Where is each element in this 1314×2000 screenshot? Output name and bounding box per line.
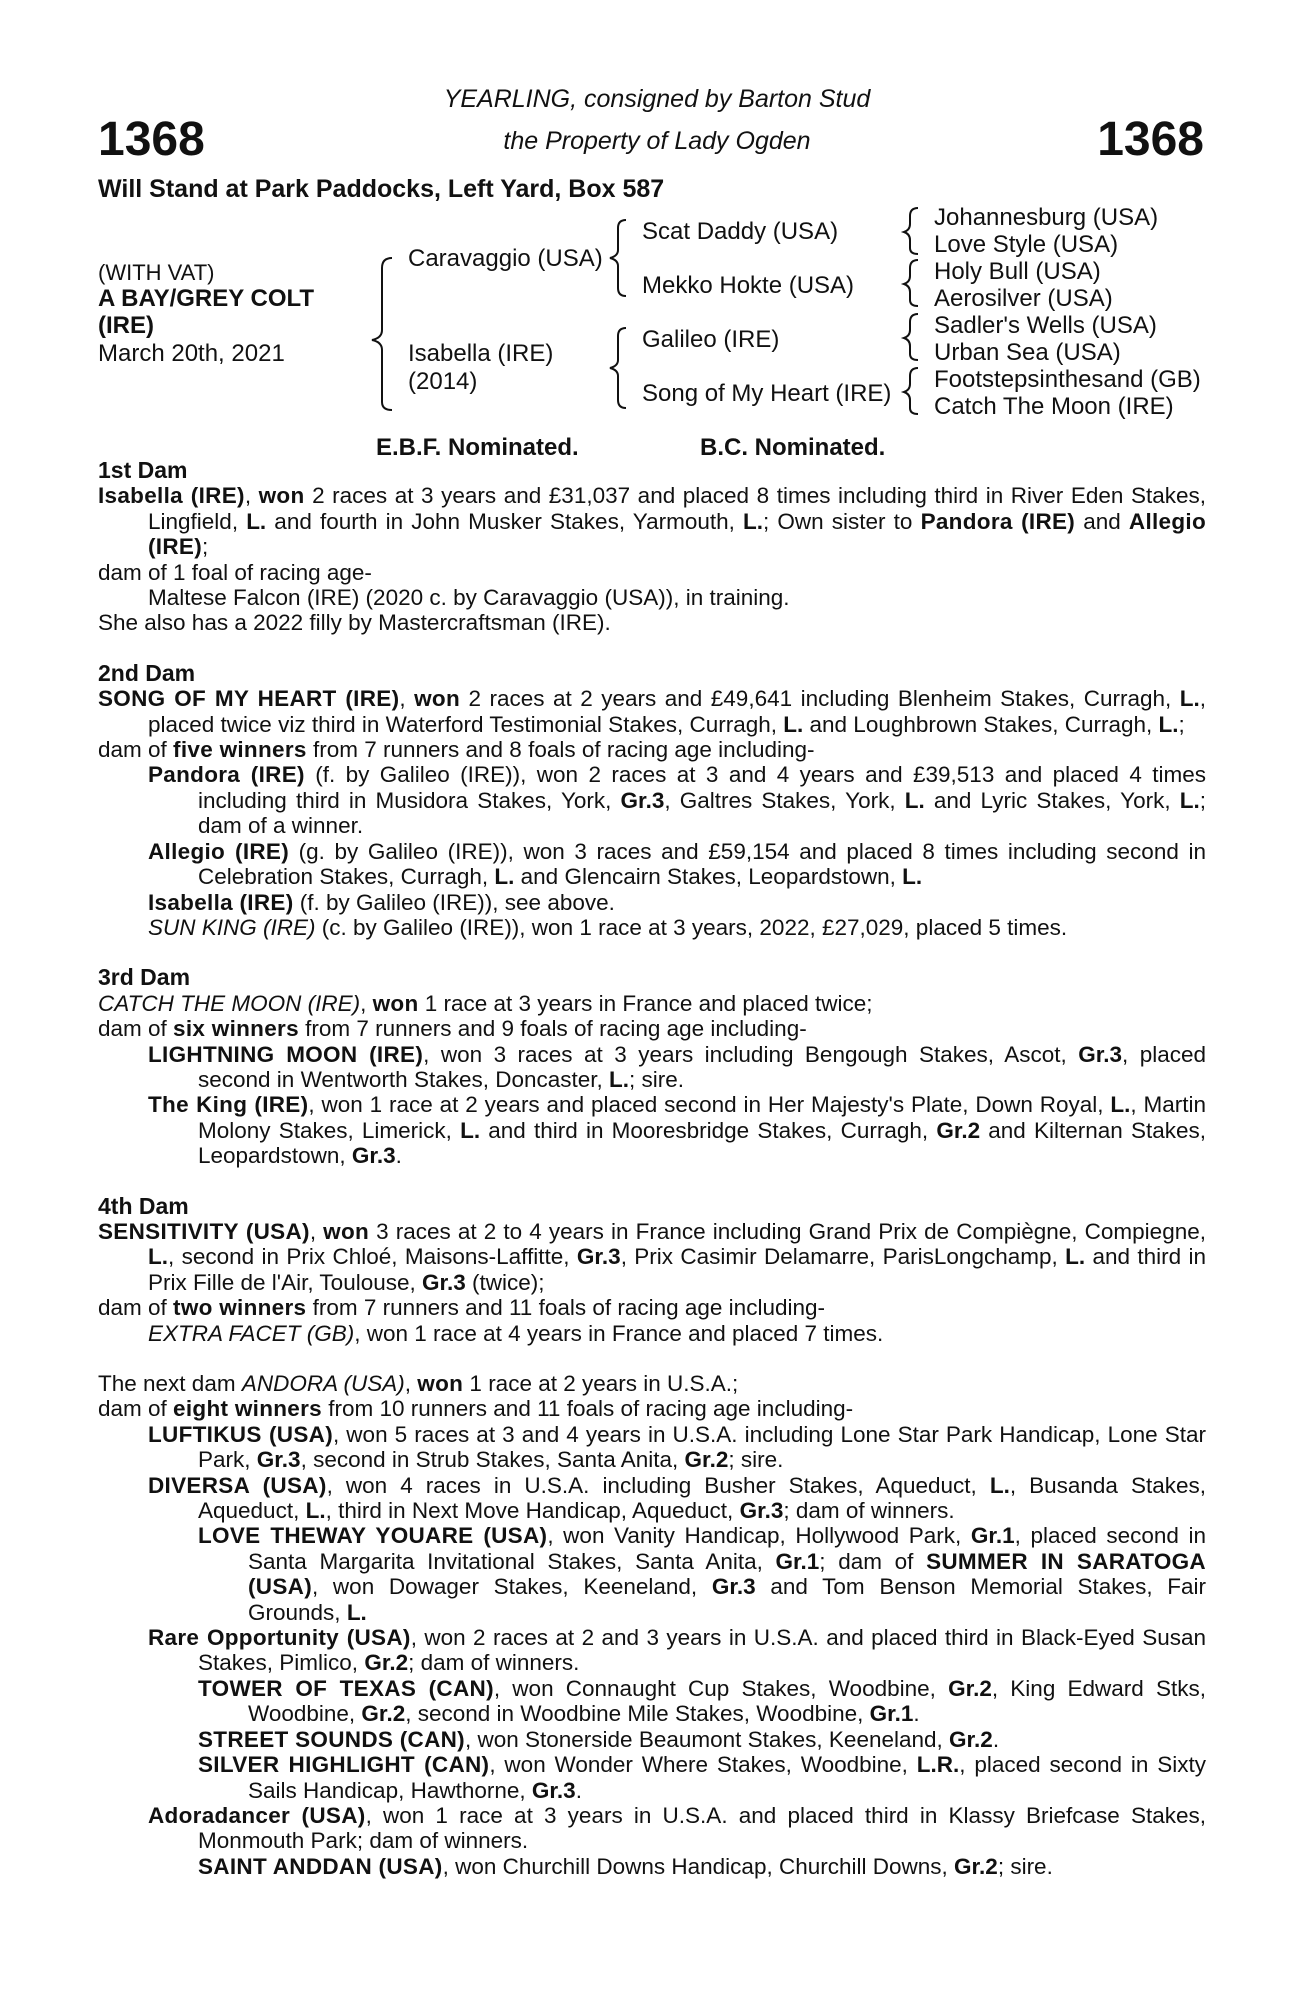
produce-extra-facet: EXTRA FACET (GB), won 1 race at 4 years in France and placed 7 times.: [148, 1320, 884, 1346]
next-dam-record: The next dam ANDORA (USA), won 1 race at 2 years in U.S.A.;: [98, 1371, 739, 1396]
consignor-line: YEARLING, consigned by Barton Stud: [443, 85, 871, 113]
sire-dam: Mekko Hokte (USA): [642, 272, 855, 299]
dam-year: (2014): [408, 368, 478, 395]
produce-allegio: Allegio (IRE) (g. by Galileo (IRE)), won 3 races and £59,154 and placed 8 times including second in Celebration Stakes, Curragh, L. and Glencairn Stakes, Leopardstown, L.: [148, 838, 1206, 890]
ggs-3: Sadler's Wells (USA): [934, 312, 1157, 339]
produce-street-sounds: STREET SOUNDS (CAN), won Stonerside Beaumont Stakes, Keeneland, Gr.2.: [198, 1726, 1000, 1752]
fourth-dam-record: SENSITIVITY (USA), won 3 races at 2 to 4 years in France including Grand Prix de Compiègne, Compiegne, L., second in Prix Chloé, Maisons-Laffitte, Gr.3, Prix Casimir Delamarre, ParisLongchamp, L. and third in Prix Fille de l'Air, Toulouse, Gr.3 (twice);: [98, 1218, 1206, 1295]
produce-sun-king: SUN KING (IRE) (c. by Galileo (IRE)), won 1 race at 3 years, 2022, £27,029, placed 5 times.: [148, 914, 1068, 940]
first-dam-foal: Maltese Falcon (IRE) (2020 c. by Caravaggio (USA)), in training.: [148, 585, 790, 611]
second-dam-produce-intro: dam of five winners from 7 runners and 8 foals of racing age including-: [98, 737, 815, 763]
bc-nomination: B.C. Nominated.: [700, 434, 886, 461]
produce-love-theway-youare: LOVE THEWAY YOUARE (USA), won Vanity Handicap, Hollywood Park, Gr.1, placed second in Santa Margarita Invitational Stakes, Santa Anita, Gr.1; dam of SUMMER IN SARATOGA (USA), won Dowager Stakes, Keeneland, Gr.3 and Tom Benson Memorial Stakes, Fair Grounds, L.: [198, 1523, 1207, 1625]
first-dam-record: Isabella (IRE), won 2 races at 3 years and £31,037 and placed 8 times including third in River Eden Stakes, Lingfield, L. and fourth in John Musker Stakes, Yarmouth, L.; Own sister to Pandora (IRE) and Allegio (IRE);: [98, 483, 1206, 560]
catalogue-body: [98, 458, 1206, 1879]
ebf-nomination: E.B.F. Nominated.: [376, 434, 579, 461]
produce-luftikus: LUFTIKUS (USA), won 5 races at 3 and 4 years in U.S.A. including Lone Star Park Handicap, Lone Star Park, Gr.3, second in Strub Stakes, Santa Anita, Gr.2; sire.: [148, 1421, 1206, 1473]
property-line: the Property of Lady Ogden: [503, 127, 811, 155]
second-dam-heading: 2nd Dam: [98, 659, 196, 686]
third-dam-record: CATCH THE MOON (IRE), won 1 race at 3 years in France and placed twice;: [98, 990, 873, 1016]
lot-number-right: 1368: [1097, 113, 1204, 166]
produce-rare-opportunity: Rare Opportunity (USA), won 2 races at 2 and 3 years in U.S.A. and placed third in Black-Eyed Susan Stakes, Pimlico, Gr.2; dam of winners.: [148, 1625, 1206, 1676]
ggd-1: Love Style (USA): [934, 231, 1119, 258]
sire-sire: Scat Daddy (USA): [642, 218, 839, 245]
produce-silver-highlight: SILVER HIGHLIGHT (CAN), won Wonder Where Stakes, Woodbine, L.R., placed second in Sixty Sails Handicap, Hawthorne, Gr.3.: [198, 1752, 1206, 1803]
first-dam-produce-intro: dam of 1 foal of racing age-: [98, 559, 372, 585]
dam: Isabella (IRE): [408, 340, 554, 367]
third-dam-heading: 3rd Dam: [98, 964, 191, 991]
produce-adoradancer: Adoradancer (USA), won 1 race at 3 years in U.S.A. and placed third in Klassy Briefcase Stakes, Monmouth Park; dam of winners.: [148, 1802, 1206, 1854]
first-dam-note: She also has a 2022 filly by Mastercraftsman (IRE).: [98, 610, 611, 636]
produce-saint-anddan: SAINT ANDDAN (USA), won Churchill Downs Handicap, Churchill Downs, Gr.2; sire.: [198, 1853, 1053, 1879]
first-dam-heading: 1st Dam: [98, 457, 188, 483]
fourth-dam-produce-intro: dam of two winners from 7 runners and 11 foals of racing age including-: [98, 1295, 825, 1321]
ggd-2: Aerosilver (USA): [934, 285, 1113, 312]
dam-sire: Galileo (IRE): [642, 326, 780, 353]
horse-country: (IRE): [98, 312, 154, 339]
sire: Caravaggio (USA): [408, 245, 603, 272]
next-dam-produce-intro: dam of eight winners from 10 runners and 11 foals of racing age including-: [98, 1396, 854, 1422]
produce-isabella: Isabella (IRE) (f. by Galileo (IRE)), see above.: [148, 889, 615, 915]
ggs-4: Footstepsinthesand (GB): [934, 366, 1201, 393]
produce-the-king: The King (IRE), won 1 race at 2 years and placed second in Her Majesty's Plate, Down Royal, L., Martin Molony Stakes, Limerick, L. and third in Mooresbridge Stakes, Curragh, Gr.2 and Kilternan Stakes, Leopardstown, Gr.3.: [148, 1092, 1207, 1169]
stand-location: Will Stand at Park Paddocks, Left Yard, Box 587: [98, 175, 665, 203]
vat-note: (WITH VAT): [98, 260, 215, 285]
produce-tower-of-texas: TOWER OF TEXAS (CAN), won Connaught Cup Stakes, Woodbine, Gr.2, King Edward Stks, Woodbine, Gr.2, second in Woodbine Mile Stakes, Woodbine, Gr.1.: [198, 1675, 1206, 1727]
ggd-3: Urban Sea (USA): [934, 339, 1121, 366]
dam-dam: Song of My Heart (IRE): [642, 380, 892, 407]
second-dam-record: SONG OF MY HEART (IRE), won 2 races at 2 years and £49,641 including Blenheim Stakes, Curragh, L., placed twice viz third in Waterford Testimonial Stakes, Curragh, L. and Loughbrown Stakes, Curragh, L.;: [98, 686, 1206, 737]
ggs-2: Holy Bull (USA): [934, 258, 1101, 285]
horse-description: A BAY/GREY COLT: [98, 285, 315, 312]
lot-number-left: 1368: [98, 113, 205, 166]
foaling-date: March 20th, 2021: [98, 340, 285, 367]
ggs-1: Johannesburg (USA): [934, 204, 1159, 231]
produce-lightning-moon: LIGHTNING MOON (IRE), won 3 races at 3 years including Bengough Stakes, Ascot, Gr.3, placed second in Wentworth Stakes, Doncaster, L.; sire.: [148, 1041, 1207, 1092]
third-dam-produce-intro: dam of six winners from 7 runners and 9 foals of racing age including-: [98, 1016, 807, 1042]
ggd-4: Catch The Moon (IRE): [934, 393, 1174, 420]
produce-diversa: DIVERSA (USA), won 4 races in U.S.A. including Busher Stakes, Aqueduct, L., Busanda Stakes, Aqueduct, L., third in Next Move Handicap, Aqueduct, Gr.3; dam of winners.: [148, 1472, 1207, 1524]
fourth-dam-heading: 4th Dam: [98, 1192, 189, 1219]
produce-pandora: Pandora (IRE) (f. by Galileo (IRE)), won 2 races at 3 and 4 years and £39,513 and placed 4 times including third in Musidora Stakes, York, Gr.3, Galtres Stakes, York, L. and Lyric Stakes, York, L.; dam of a winner.: [148, 762, 1206, 839]
